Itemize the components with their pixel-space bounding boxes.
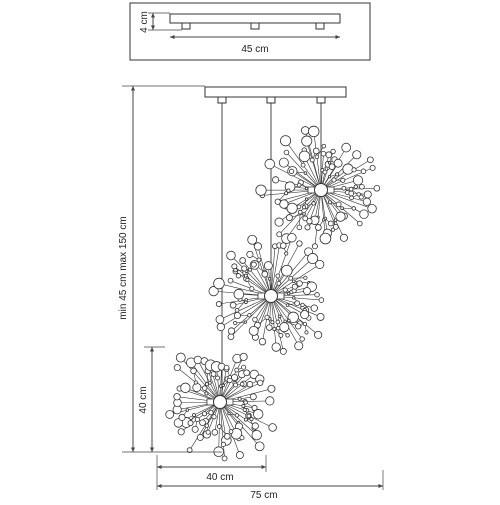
- bead: [245, 299, 248, 302]
- drop-height-label: min 45 cm max 150 cm: [118, 216, 129, 319]
- bead: [289, 276, 293, 280]
- bead: [334, 159, 342, 167]
- bead: [297, 225, 302, 230]
- bead: [257, 380, 262, 385]
- bead: [248, 268, 251, 271]
- bead: [286, 215, 292, 221]
- bead: [287, 319, 290, 322]
- bead: [233, 321, 236, 324]
- bead: [238, 397, 241, 400]
- bead: [234, 312, 240, 318]
- bead: [228, 412, 231, 415]
- bead: [266, 397, 274, 405]
- bead: [313, 148, 319, 154]
- bead: [287, 292, 290, 295]
- bead: [354, 185, 357, 188]
- bead: [181, 383, 191, 393]
- bead: [287, 189, 290, 192]
- bead: [303, 322, 306, 325]
- inset-socket-center: [251, 23, 259, 29]
- bead: [292, 284, 297, 289]
- bead: [357, 221, 362, 226]
- bead: [298, 210, 302, 214]
- bead: [249, 326, 258, 335]
- bead: [295, 301, 300, 306]
- bead: [286, 334, 290, 338]
- bead: [336, 202, 341, 207]
- bead: [228, 375, 231, 378]
- bead: [305, 198, 308, 201]
- bead: [241, 365, 245, 369]
- bead: [322, 219, 324, 221]
- bead: [273, 327, 276, 330]
- bead: [289, 169, 293, 173]
- fixture-height-label: 40 cm: [138, 386, 149, 413]
- bead: [275, 199, 280, 204]
- bead: [310, 158, 314, 162]
- bead: [234, 383, 238, 387]
- bead: [279, 333, 283, 337]
- bead: [251, 262, 256, 267]
- bead: [374, 185, 380, 191]
- bead: [255, 442, 264, 451]
- bead: [328, 221, 333, 226]
- bead: [357, 193, 361, 197]
- bead: [194, 381, 197, 384]
- bead: [328, 176, 330, 178]
- bead: [230, 302, 236, 308]
- pendant-top: [256, 126, 380, 249]
- bead: [364, 191, 371, 198]
- pendant-lamp: [315, 184, 328, 197]
- bead: [265, 315, 269, 319]
- bead: [359, 184, 364, 189]
- bead: [243, 408, 246, 411]
- canopy-height-label: 4 cm: [139, 11, 150, 33]
- bead: [222, 456, 227, 461]
- bead: [280, 136, 290, 146]
- bead: [276, 326, 280, 330]
- bead: [192, 426, 198, 432]
- bead: [367, 157, 373, 163]
- bead: [174, 393, 180, 399]
- bead: [335, 173, 338, 176]
- bead: [224, 433, 230, 439]
- pendant-middle: [209, 233, 324, 354]
- total-width-label: 75 cm: [250, 490, 277, 500]
- bead: [285, 252, 288, 255]
- bead: [236, 274, 241, 279]
- bead: [305, 331, 308, 334]
- bead: [301, 163, 305, 167]
- bead: [275, 218, 283, 226]
- bead: [305, 225, 310, 230]
- bead: [240, 436, 244, 440]
- bead: [320, 233, 331, 244]
- bead: [340, 234, 347, 241]
- bead: [333, 224, 338, 229]
- bead: [246, 278, 249, 281]
- bead: [244, 321, 246, 323]
- bead: [228, 334, 234, 340]
- bead: [250, 417, 253, 420]
- bead: [252, 430, 262, 440]
- bead: [281, 265, 292, 276]
- bead: [212, 415, 216, 419]
- ceiling-canopy: [205, 87, 346, 97]
- bead: [302, 136, 312, 146]
- bead: [323, 170, 327, 174]
- bead: [257, 258, 261, 262]
- bead: [202, 412, 206, 416]
- bead: [256, 185, 266, 195]
- bead: [178, 429, 184, 435]
- bead: [303, 212, 306, 215]
- bead: [248, 313, 251, 316]
- bead: [205, 392, 208, 395]
- bead: [268, 385, 275, 392]
- fixture-width-label: 40 cm: [206, 472, 233, 483]
- bead: [259, 338, 266, 345]
- bead: [297, 241, 302, 246]
- bead: [244, 370, 250, 376]
- bead: [280, 243, 286, 249]
- bead: [360, 210, 369, 219]
- bead: [253, 409, 263, 419]
- bead: [262, 271, 268, 277]
- bead: [228, 328, 234, 334]
- bead: [299, 151, 310, 162]
- pendant-bottom: [166, 353, 277, 461]
- bead: [370, 165, 375, 170]
- bead: [284, 150, 289, 155]
- bead: [288, 233, 297, 242]
- bead: [315, 155, 319, 159]
- bead: [368, 204, 377, 213]
- pendant-lamp: [265, 290, 278, 303]
- bead: [268, 278, 271, 281]
- canopy-width-label: 45 cm: [241, 44, 268, 55]
- bead: [216, 316, 224, 324]
- bead: [195, 417, 199, 421]
- bead: [217, 323, 224, 330]
- bead: [186, 409, 189, 412]
- bead: [200, 420, 206, 426]
- canopy-socket-right: [317, 97, 325, 103]
- bead: [292, 280, 295, 283]
- bead: [227, 251, 236, 260]
- bead: [193, 383, 201, 391]
- bead: [231, 374, 237, 380]
- bead: [315, 292, 320, 297]
- bead: [240, 382, 244, 386]
- bead: [242, 404, 245, 407]
- bead: [235, 414, 238, 417]
- bead: [279, 158, 288, 167]
- bead: [352, 207, 356, 211]
- bead: [341, 178, 345, 182]
- bead: [188, 421, 193, 426]
- bead: [280, 348, 286, 354]
- bead: [301, 303, 305, 307]
- bead: [342, 186, 346, 190]
- bead: [353, 151, 361, 159]
- bead: [235, 308, 239, 312]
- bead: [297, 281, 303, 287]
- bead: [303, 216, 308, 221]
- canopy-socket-center: [267, 97, 275, 103]
- bead: [176, 353, 185, 362]
- bead: [234, 268, 238, 272]
- bead: [248, 235, 257, 244]
- bead: [331, 149, 335, 153]
- bead: [191, 368, 197, 374]
- pendant-lamp: [214, 396, 227, 409]
- bead: [350, 196, 354, 200]
- bead: [341, 207, 344, 210]
- bead: [250, 287, 254, 291]
- bead: [209, 411, 213, 415]
- bead: [277, 232, 282, 237]
- bead: [334, 219, 337, 222]
- bead: [296, 324, 301, 329]
- bead: [321, 151, 326, 156]
- bead: [212, 429, 218, 435]
- bead: [304, 172, 307, 175]
- bead: [217, 425, 221, 429]
- bead: [202, 386, 207, 391]
- bead: [235, 368, 239, 372]
- bead: [205, 424, 209, 428]
- bead: [214, 278, 225, 289]
- bead: [311, 305, 318, 312]
- bead: [254, 243, 261, 250]
- bead: [247, 251, 253, 257]
- bead: [247, 381, 253, 387]
- bead: [244, 274, 247, 277]
- bead: [280, 200, 289, 209]
- bead: [297, 183, 301, 187]
- bead: [224, 365, 229, 370]
- bead: [234, 289, 244, 299]
- bead: [314, 331, 321, 338]
- bead: [179, 414, 185, 420]
- bead: [253, 317, 258, 322]
- bead: [228, 278, 233, 283]
- bead: [300, 337, 305, 342]
- bead: [240, 353, 247, 360]
- bead: [319, 298, 324, 303]
- bead: [301, 127, 309, 135]
- bead: [174, 365, 180, 371]
- bead: [216, 301, 221, 306]
- bead: [240, 258, 246, 264]
- bead: [322, 144, 326, 148]
- bead: [315, 225, 321, 231]
- bead: [264, 262, 272, 270]
- bead: [361, 169, 366, 174]
- bead: [353, 176, 362, 185]
- bead: [265, 159, 275, 169]
- bead: [242, 266, 247, 271]
- bead: [312, 244, 317, 249]
- bead: [308, 126, 319, 137]
- bead: [363, 198, 370, 205]
- bead: [304, 276, 307, 279]
- bead: [273, 177, 279, 183]
- inset-socket-left: [182, 23, 190, 29]
- bead: [328, 201, 331, 204]
- bead: [328, 162, 331, 165]
- bead: [247, 414, 251, 418]
- bead: [349, 187, 353, 191]
- canopy-socket-left: [218, 97, 226, 103]
- bead: [244, 418, 247, 421]
- bead: [293, 297, 296, 300]
- bead: [206, 430, 210, 434]
- bead: [278, 315, 281, 318]
- bead: [192, 413, 195, 416]
- bead: [349, 191, 354, 196]
- bead: [229, 430, 233, 434]
- bead: [342, 143, 351, 152]
- bead: [244, 401, 248, 405]
- bead: [352, 168, 356, 172]
- bead: [211, 372, 216, 377]
- bead: [332, 178, 336, 182]
- bead: [266, 325, 272, 331]
- bead: [276, 320, 280, 324]
- bead: [222, 384, 225, 387]
- bead: [286, 304, 289, 307]
- bead: [250, 394, 256, 400]
- bead: [316, 260, 324, 268]
- bead: [317, 313, 324, 320]
- bead: [269, 424, 277, 432]
- bead: [301, 310, 309, 318]
- bead: [197, 434, 203, 440]
- bead: [236, 452, 243, 459]
- bead: [305, 187, 307, 189]
- bead: [276, 274, 280, 278]
- bead: [295, 342, 303, 350]
- bead: [303, 287, 310, 294]
- inset-socket-right: [316, 23, 324, 29]
- bead: [277, 281, 281, 285]
- bead: [166, 410, 174, 418]
- bead: [280, 323, 289, 332]
- bead: [194, 356, 202, 364]
- bead: [302, 206, 305, 209]
- bead: [252, 423, 258, 429]
- bead: [283, 288, 287, 292]
- inset-canopy-plate: [170, 14, 340, 23]
- bead: [216, 376, 220, 380]
- bead: [208, 381, 211, 384]
- bead: [312, 202, 316, 206]
- bead: [221, 442, 225, 446]
- bead: [272, 343, 280, 351]
- bead: [271, 321, 274, 324]
